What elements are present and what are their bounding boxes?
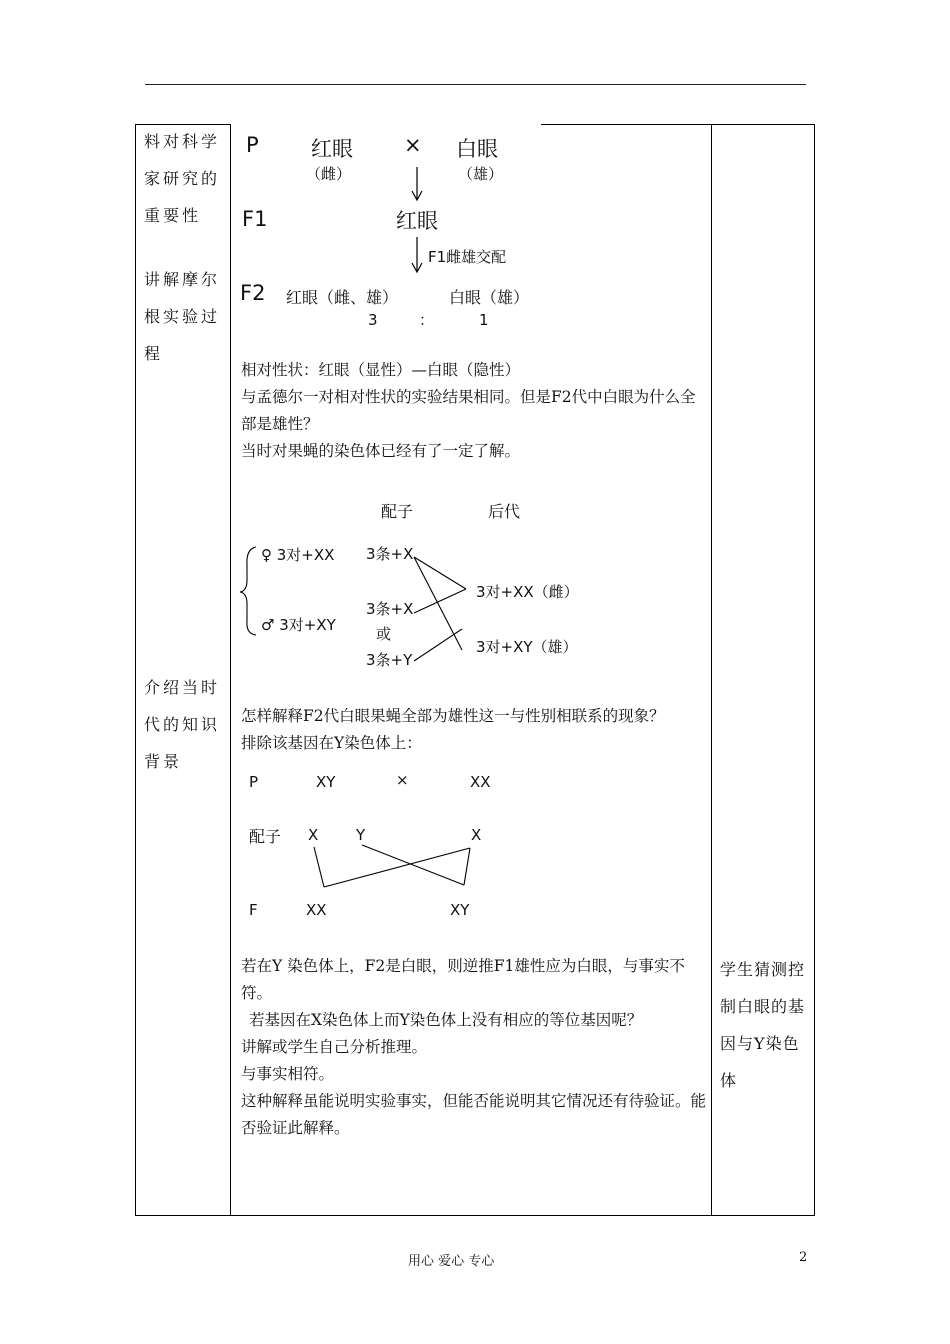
right-note-guess: 学生猜测控制白眼的基因与Y染色体 <box>720 960 806 1090</box>
p-label: P <box>246 133 259 157</box>
f1-result: 红眼 <box>396 209 438 233</box>
xy-p-female: XX <box>470 773 491 791</box>
f1-label: F1 <box>242 207 268 231</box>
male-karyotype: ♂ 3对+XY <box>261 616 336 634</box>
analysis-line: 讲解或学生自己分析推理。 <box>241 1038 428 1056</box>
xy-p-male: XY <box>316 773 336 791</box>
y-chromosome-contradiction: 若在Y 染色体上，F2是白眼，则逆推F1雄性应为白眼，与事实不符。 <box>241 957 685 1002</box>
left-note-background: 介绍当时代的知识背景 <box>144 678 221 771</box>
p-female-sex: （雌） <box>306 165 352 183</box>
p-male-sex: （雄） <box>458 165 504 183</box>
page-number: 2 <box>799 1250 808 1265</box>
xy-gamete-y: Y <box>356 826 366 844</box>
f2-label: F2 <box>240 281 266 305</box>
female-gamete: 3条+X <box>366 545 414 563</box>
f1-mating-note: F1雌雄交配 <box>428 248 507 266</box>
xy-cross-sign: × <box>396 771 409 789</box>
verification-line: 这种解释虽能说明实验事实，但能否能说明其它情况还有待验证。能否验证此解释。 <box>241 1092 707 1137</box>
xy-gamete-label: 配子 <box>249 827 282 846</box>
chromosome-knowledge-line: 当时对果蝇的染色体已经有了一定了解。 <box>241 442 521 460</box>
relative-traits-line: 相对性状：红眼（显性）—白眼（隐性） <box>241 361 521 379</box>
gamete-or: 或 <box>376 625 392 643</box>
p-female-phenotype: 红眼 <box>311 137 353 161</box>
lesson-table <box>135 124 815 1216</box>
xy-f-label: F <box>249 901 258 919</box>
gamete-header: 配子 <box>381 502 414 521</box>
male-gamete-x: 3条+X <box>366 600 414 618</box>
ratio-left: 3 <box>368 311 378 329</box>
consistent-line: 与事实相符。 <box>241 1065 335 1083</box>
ratio-colon: ： <box>419 311 435 329</box>
footer-motto: 用心 爱心 专心 <box>408 1254 495 1269</box>
xy-f-xy: XY <box>450 901 470 919</box>
xy-gamete-x2: X <box>471 826 482 844</box>
offspring-male: 3对+XY（雄） <box>476 638 578 656</box>
xy-gamete-x: X <box>308 826 319 844</box>
header-rule <box>145 84 806 85</box>
xy-f-xx: XX <box>306 901 327 919</box>
offspring-header: 后代 <box>488 502 521 521</box>
male-gamete-y: 3条+Y <box>366 651 413 669</box>
mendel-comparison-line: 与孟德尔一对相对性状的实验结果相同。但是F2代中白眼为什么全部是雄性？ <box>241 388 696 433</box>
offspring-female: 3对+XX（雌） <box>476 583 579 601</box>
ratio-right: 1 <box>479 311 489 329</box>
p-male-phenotype: 白眼 <box>456 137 498 161</box>
x-chromosome-hypothesis: 若基因在X染色体上而Y染色体上没有相应的等位基因呢？ <box>249 1011 643 1029</box>
left-note-importance: 料对科学家研究的重要性 <box>144 132 221 225</box>
xy-p-label: P <box>249 773 259 791</box>
f2-white-phenotype: 白眼（雄） <box>449 288 530 307</box>
f2-red-phenotype: 红眼（雌、雄） <box>286 288 399 307</box>
left-note-morgan: 讲解摩尔根实验过程 <box>144 270 221 363</box>
female-karyotype: ♀ 3对+XX <box>261 546 335 564</box>
cross-sign: × <box>404 133 422 157</box>
exclude-y-line: 排除该基因在Y染色体上： <box>241 734 422 752</box>
text-block-reasoning <box>241 953 711 1142</box>
sex-linked-question: 怎样解释F2代白眼果蝇全部为雄性这一与性别相联系的现象？ <box>241 707 665 725</box>
